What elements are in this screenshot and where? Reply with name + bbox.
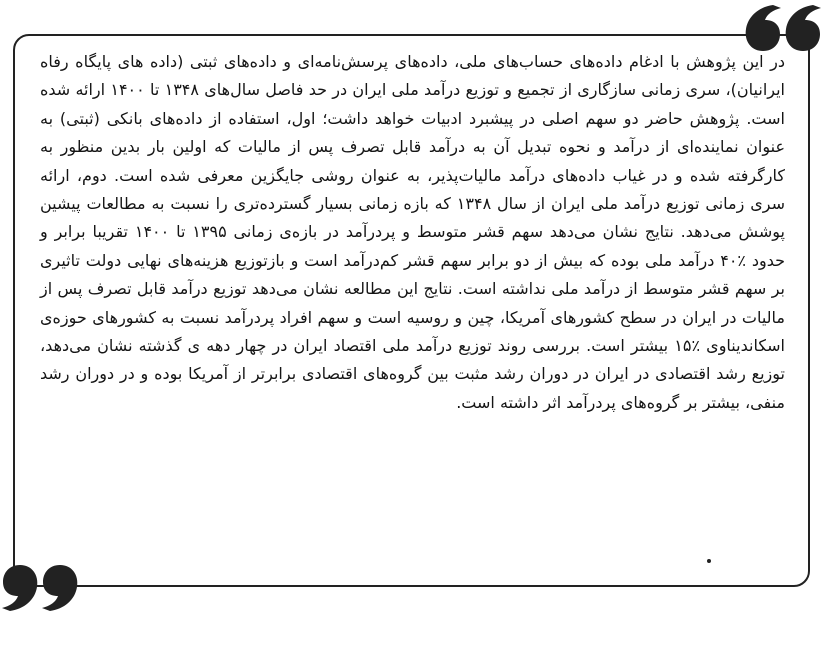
abstract-text-block (40, 48, 785, 417)
end-dot (707, 559, 711, 563)
quote-close-icon (2, 563, 94, 616)
abstract-paragraph: در این پژوهش با ادغام داده‌های حساب‌های ملی، داده‌های پرسش‌نامه‌ای و داده‌های ثبتی (داده های پایگاه رفاه ایرانیان)، سری زمانی سازگاری از تجمیع و توزیع درآمد ملی ایران در حد فاصل سال‌های ۱۳۴۸ تا ۱۴۰۰ ارائه شده است. پژوهش حاضر دو سهم اصلی در پیشبرد ادبیات خواهد داشت؛ اول، استفاده از داده‌های بانکی (ثبتی) به عنوان نماینده‌ای از درآمد و نحوه تبدیل آن به درآمد قابل تصرف پس از مالیات که اولین بار بدین منظور به کارگرفته شده و در غیاب داده‌های درآمد مالیات‌پذیر، به عنوان روشی جایگزین معرفی شده است. دوم، ارائه سری زمانی توزیع درآمد ملی ایران از سال ۱۳۴۸ که بازه زمانی بسیار گسترده‌تری را نسبت به مطالعات پیشین پوشش می‌دهد. نتایج نشان می‌دهد سهم قشر متوسط و پردرآمد در بازه‌ی زمانی ۱۳۹۵ تا ۱۴۰۰ تقریبا برابر و حدود ٪۴۰ درآمد ملی بوده که بیش از دو برابر سهم قشر کم‌درآمد است و بازتوزیع هزینه‌های نهایی دولت تاثیری بر سهم قشر متوسط از درآمد ملی نداشته است. نتایج این مطالعه نشان می‌دهد توزیع درآمد قابل تصرف پس از مالیات در ایران در سطح کشورهای آمریکا، چین و روسیه است و سهم افراد پردرآمد نسبت به کشورهای حوزه‌ی اسکاندیناوی ٪۱۵ بیشتر است. بررسی روند توزیع درآمد ملی اقتصاد ایران در چهار دهه ی گذشته نشان می‌دهد، توزیع رشد اقتصادی در ایران در دوران رشد مثبت بین گروه‌های اقتصادی برابرتر از آمریکا بوده و در دوران رشد منفی، بیشتر بر گروه‌های پردرآمد اثر داشته است. (40, 52, 786, 412)
